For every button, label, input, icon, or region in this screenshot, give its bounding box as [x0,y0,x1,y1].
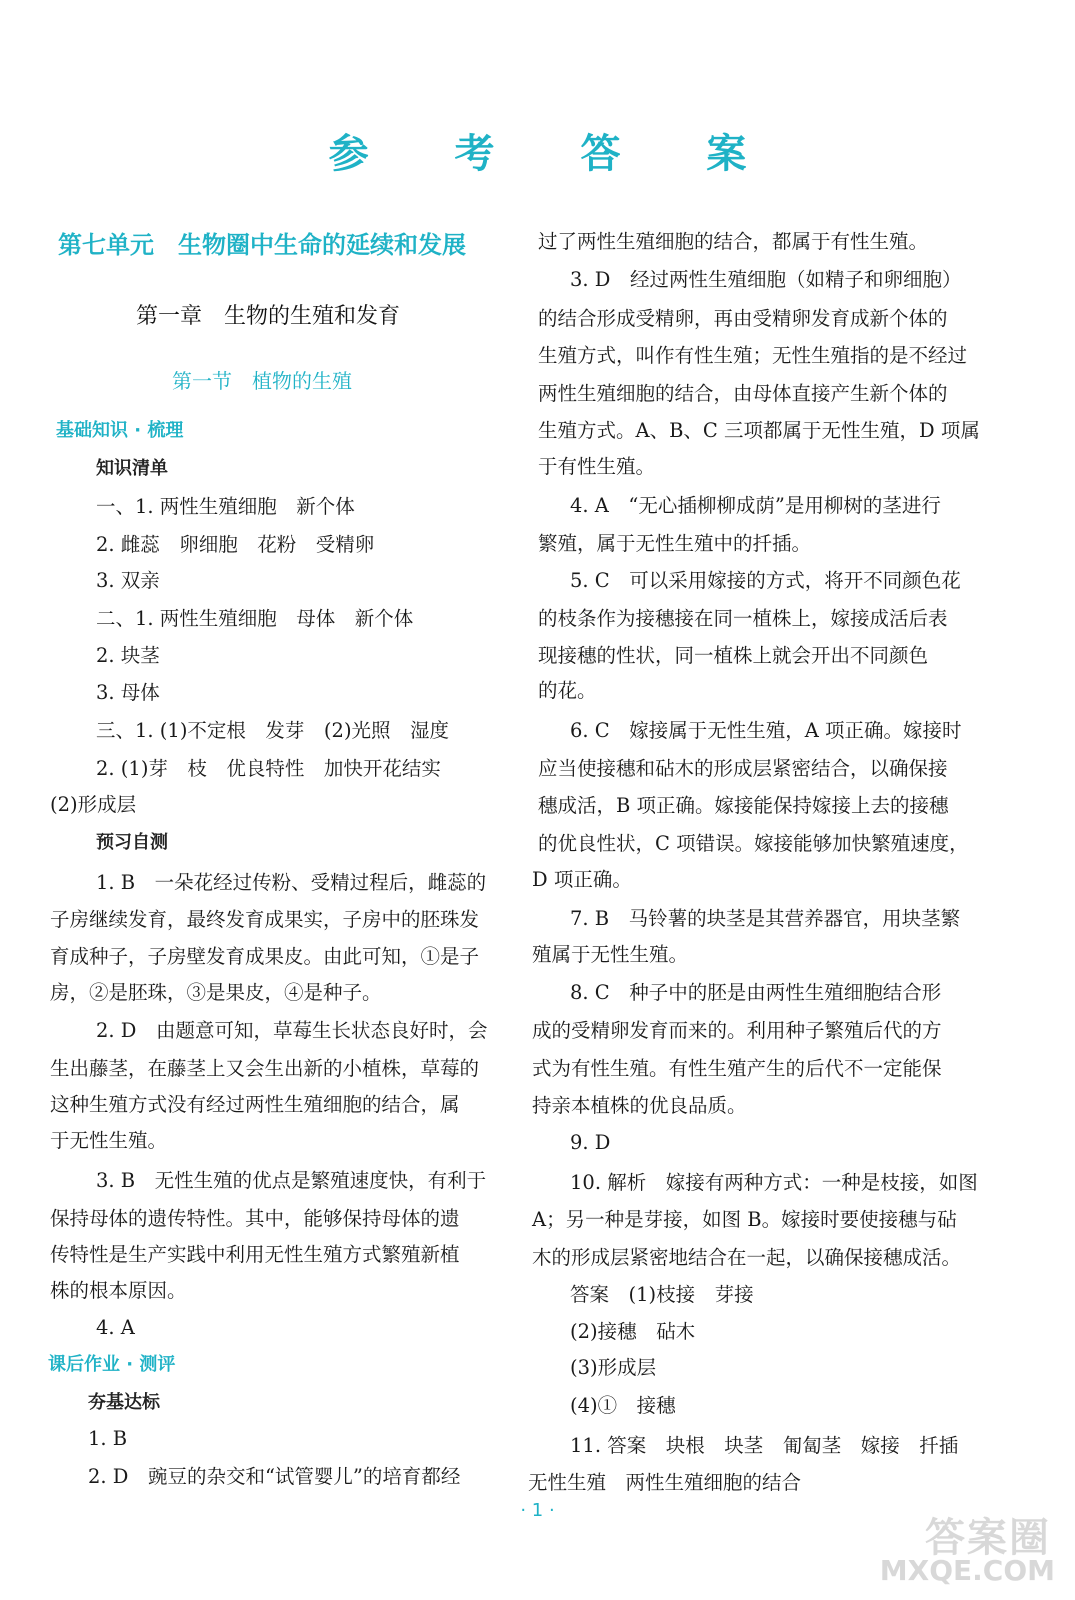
answer-line: 6. C 嫁接属于无性生殖，A 项正确。嫁接时 [570,719,962,742]
answer-line: 3. D 经过两性生殖细胞（如精子和卵细胞） [570,268,962,291]
answer-line: (3)形成层 [570,1356,657,1379]
answer-line: 育成种子，子房壁发育成果皮。由此可知，①是子 [50,945,480,968]
answer-line: 7. B 马铃薯的块茎是其营养器官，用块茎繁 [570,907,961,930]
answer-line: 保持母体的遗传特性。其中，能够保持母体的遗 [50,1207,460,1230]
answer-line: 答案 (1)枝接 芽接 [570,1283,754,1306]
answer-line: 成的受精卵发育而来的。利用种子繁殖后代的方 [532,1019,942,1042]
answer-line: 两性生殖细胞的结合，由母体直接产生新个体的 [538,382,948,405]
answer-line: (2)接穗 砧木 [570,1320,696,1343]
answer-line: 繁殖，属于无性生殖中的扦插。 [538,532,812,555]
foundation-heading: 夯基达标 [88,1392,160,1413]
knowledge-list-heading: 知识清单 [96,458,168,479]
answer-line: 2. D 由题意可知，草莓生长状态良好时，会 [96,1019,488,1042]
subsection-basic-knowledge: 基础知识 · 梳理 [56,420,184,441]
answer-line: 生出藤茎，在藤茎上又会生出新的小植株，草莓的 [50,1057,480,1080]
answer-line: 这种生殖方式没有经过两性生殖细胞的结合，属 [50,1093,460,1116]
answer-line: 8. C 种子中的胚是由两性生殖细胞结合形 [570,981,942,1004]
chapter-heading: 第一章 生物的生殖和发育 [136,304,401,329]
answer-line: 4. A “无心插柳柳成荫”是用柳树的茎进行 [570,494,941,517]
answer-line: (2)形成层 [50,793,137,816]
answer-line: 子房继续发育，最终发育成果实，子房中的胚珠发 [50,908,480,931]
answer-line: 的结合形成受精卵，再由受精卵发育成新个体的 [538,307,948,330]
answer-line: 2. D 豌豆的杂交和“试管婴儿”的培育都经 [88,1465,461,1488]
answer-line: 9. D [570,1131,611,1154]
answer-line: 3. 双亲 [96,569,160,592]
answer-line: 应当使接穗和砧木的形成层紧密结合，以确保接 [538,757,948,780]
answer-line: 房，②是胚珠，③是果皮，④是种子。 [50,981,382,1004]
answer-line: 二、1. 两性生殖细胞 母体 新个体 [96,607,414,630]
answer-line: 10. 解析 嫁接有两种方式：一种是枝接，如图 [570,1171,978,1194]
unit-heading: 第七单元 生物圈中生命的延续和发展 [58,230,466,259]
section-heading: 第一节 植物的生殖 [172,369,352,393]
answer-line: 生殖方式。A、B、C 三项都属于无性生殖，D 项属 [538,419,980,442]
answer-line: 11. 答案 块根 块茎 匍匐茎 嫁接 扦插 [570,1434,959,1457]
answer-line: 1. B [88,1427,128,1450]
answer-line: (4)① 接穗 [570,1394,676,1417]
answer-line: 式为有性生殖。有性生殖产生的后代不一定能保 [532,1057,942,1080]
answer-line: 三、1. (1)不定根 发芽 (2)光照 湿度 [96,719,450,742]
answer-line: 无性生殖 两性生殖细胞的结合 [528,1471,802,1494]
answer-line: 于有性生殖。 [538,455,656,478]
answer-line: A；另一种是芽接，如图 B。嫁接时要使接穗与砧 [532,1208,957,1231]
watermark-logo [879,1502,1063,1592]
answer-line: 2. (1)芽 枝 优良特性 加快开花结实 [96,757,441,780]
answer-line: 现接穗的性状，同一植株上就会开出不同颜色 [538,644,929,667]
watermark-url: MXQE.COM [879,1554,1055,1587]
answer-line: 过了两性生殖细胞的结合，都属于有性生殖。 [538,230,929,253]
answer-line: 的优良性状，C 项错误。嫁接能够加快繁殖速度， [538,832,969,855]
answer-line: 传特性是生产实践中利用无性生殖方式繁殖新植 [50,1243,460,1266]
answer-line: 的枝条作为接穗接在同一植株上，嫁接成活后表 [538,607,948,630]
preview-test-heading: 预习自测 [96,832,168,853]
answer-line: 殖属于无性生殖。 [532,943,689,966]
answer-line: 3. B 无性生殖的优点是繁殖速度快，有利于 [96,1169,487,1192]
watermark-text: 答案圈 [925,1515,1051,1561]
answer-line: 一、1. 两性生殖细胞 新个体 [96,495,355,518]
answer-line: 穗成活，B 项正确。嫁接能保持嫁接上去的接穗 [538,794,949,817]
page-number: · 1 · [520,1500,555,1521]
answer-line: 3. 母体 [96,681,160,704]
answer-line: 2. 雌蕊 卵细胞 花粉 受精卵 [96,533,375,556]
answer-line: 1. B 一朵花经过传粉、受精过程后，雌蕊的 [96,871,487,894]
answer-line: 的花。 [538,679,597,702]
answer-line: 木的形成层紧密地结合在一起，以确保接穗成活。 [532,1246,962,1269]
answer-line: 持亲本植株的优良品质。 [532,1094,747,1117]
answer-line: D 项正确。 [532,868,632,891]
subsection-homework: 课后作业 · 测评 [48,1354,176,1375]
answer-line: 2. 块茎 [96,644,160,667]
answer-line: 4. A [96,1316,135,1339]
answer-line: 株的根本原因。 [50,1279,187,1302]
answer-line: 5. C 可以采用嫁接的方式，将开不同颜色花 [570,569,961,592]
answer-line: 生殖方式，叫作有性生殖；无性生殖指的是不经过 [538,344,968,367]
answer-line: 于无性生殖。 [50,1129,168,1152]
page-title: 参 考 答 案 [328,131,783,177]
